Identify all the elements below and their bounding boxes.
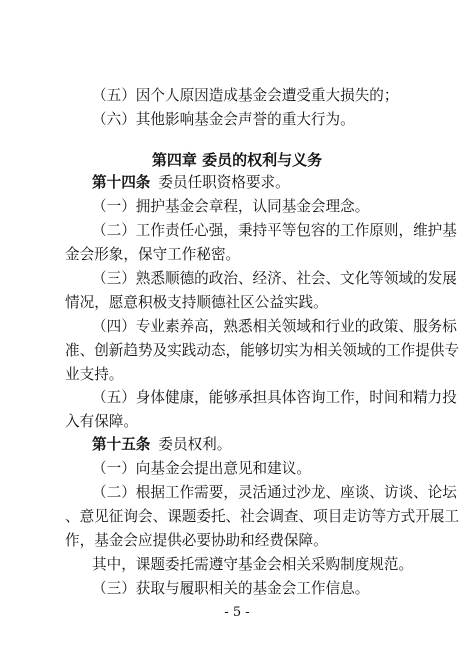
paragraph-line: 作，基金会应提供必要协助和经费保障。 [65,532,328,550]
paragraph-line: （六）其他影响基金会声誉的重大行为。 [92,110,355,128]
paragraph-line: 准、创新趋势及实践动态，能够切实为相关领域的工作提供专 [65,341,460,359]
paragraph-line: （二）根据工作需要，灵活通过沙龙、座谈、访谈、论坛 [92,484,457,502]
paragraph-line: （一）拥护基金会章程，认同基金会理念。 [92,198,370,216]
paragraph-line: 、意见征询会、课题委托、社会调查、项目走访等方式开展工 [65,508,460,526]
paragraph-line: 业支持。 [65,365,124,383]
paragraph-line: 入有保障。 [65,413,138,431]
paragraph-line: （二）工作责任心强，秉持平等包容的工作原则，维护基 [92,221,457,239]
paragraph-line: 金会形象，保守工作秘密。 [65,245,241,263]
article-label: 第十五条 [92,436,151,454]
paragraph-line: 情况，愿意积极支持顺德社区公益实践。 [65,293,328,311]
paragraph-line: （五）因个人原因造成基金会遭受重大损失的； [92,87,399,104]
paragraph-line: 其中，课题委托需遵守基金会相关采购制度规范。 [92,556,414,574]
article-label: 第十四条 [92,174,151,192]
article-text: 委员权利。 [158,436,232,454]
paragraph-line: （三）获取与履职相关的基金会工作信息。 [92,580,370,597]
paragraph-line: （五）身体健康，能够承担具体咨询工作，时间和精力投 [92,389,457,407]
chapter-title: 第四章 委员的权利与义务 [151,151,323,170]
page-number: - 5 - [224,605,250,620]
paragraph-line: （四）专业素养高，熟悉相关领域和行业的政策、服务标 [92,317,457,335]
paragraph-line: （一）向基金会提出意见和建议。 [92,460,311,478]
article-text: 委员任职资格要求。 [158,174,290,192]
paragraph-line: （三）熟悉顺德的政治、经济、社会、文化等领域的发展 [92,269,457,287]
